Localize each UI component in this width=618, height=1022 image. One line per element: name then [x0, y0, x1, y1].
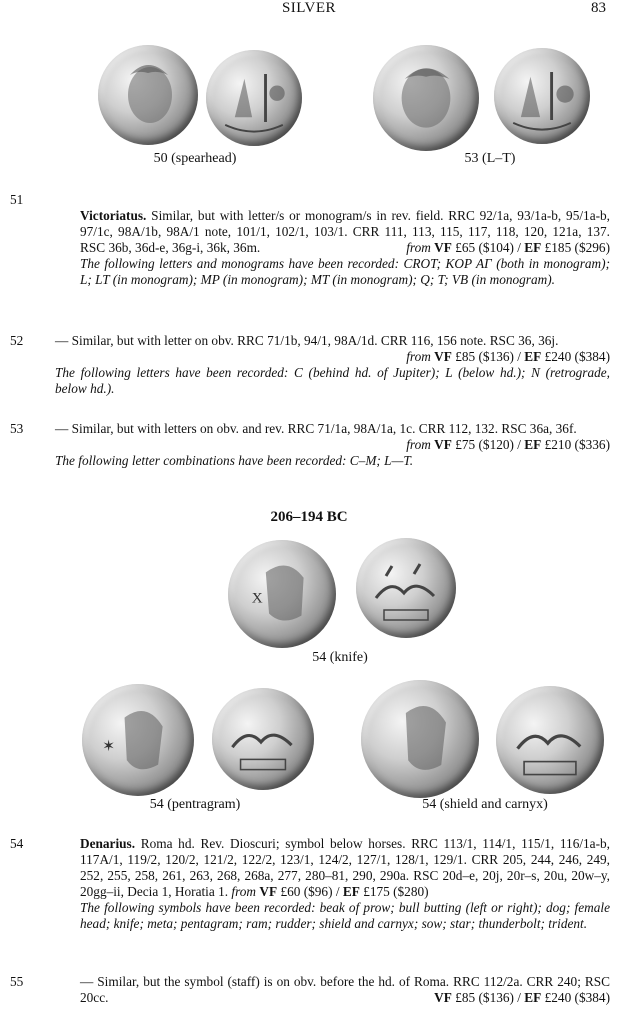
- svg-text:✶: ✶: [102, 738, 116, 756]
- entry-note: The following letters have been recorded: C (behind hd. of Jupiter); L (below hd.); N (retrograde, below hd.).: [55, 365, 610, 396]
- entry-note: The following letter combinations have been recorded: C–M; L—T.: [55, 453, 414, 468]
- price: VF £85 ($136) / EF £240 ($384): [434, 990, 610, 1005]
- entry-text: Roma hd. Rev. Dioscuri; symbol below horses. RRC 113/1, 114/1, 115/1, 116/1a-b, 117A/1, 119/2, 120/2, 121/2, 122/2, 123/1, 124/2, 127/1, 128/1, 129/1. CRR 205, 244, 246, 249, 252, 255, 258, 261, 263, 268, 268a, 277, 280–81, 290, 290a. RSC 20d–e, 20j, 20r–s, 20u, 20w–y, 20gg–ii, Decia 1, Horatia 1.: [80, 836, 610, 899]
- entry-text: — Similar, but the symbol (staff) is on obv. before the hd. of Roma. RRC 112/2a. CRR 240; RSC 20cc.: [80, 974, 610, 1005]
- entry-number: 53: [10, 421, 24, 436]
- coin-54-pentagram-reverse: [212, 688, 314, 790]
- entry-text: — Similar, but with letter on obv. RRC 71/1b, 94/1, 98A/1d. CRR 116, 156 note. RSC 36, 36j.: [55, 333, 559, 348]
- coin-54-shield-obverse: [361, 680, 479, 798]
- coin-53-reverse: [494, 48, 590, 144]
- running-title: SILVER: [281, 0, 337, 16]
- coin-54-knife-obverse: [228, 540, 336, 648]
- price: from VF £60 ($96) / EF £175 ($280): [231, 884, 429, 899]
- entry-number: 55: [10, 974, 24, 989]
- coin-type: Denarius.: [80, 836, 136, 851]
- entry-note: CROT; KOP AΓ (both in monogram); L; LT (in monogram); MP (in monogram); MT (in monogram); Q; T; VB (in monogram).: [80, 256, 610, 287]
- entry-text: — Similar, but with letters on obv. and rev. RRC 71/1a, 98A/1a, 1c. CRR 112, 132. RSC 36a, 36f.: [55, 421, 577, 436]
- section-title: 206–194 BC: [270, 509, 348, 525]
- price: from VF £65 ($104) / EF £185 ($296): [406, 240, 610, 255]
- entry-number: 54: [10, 836, 24, 851]
- coin-54-knife-reverse: [356, 538, 456, 638]
- entry-number: 52: [10, 333, 24, 348]
- coin-type: Victoriatus.: [80, 208, 147, 223]
- caption-54-pentagram: 54 (pentragram): [149, 797, 241, 812]
- caption-50: 50 (spearhead): [153, 151, 237, 166]
- entry-number: 51: [10, 192, 24, 207]
- page-header: [0, 0, 618, 20]
- price: from VF £75 ($120) / EF £210 ($336): [406, 437, 610, 452]
- entry-body: [80, 974, 610, 1006]
- entry-body: [80, 836, 610, 932]
- caption-53: 53 (L–T): [464, 151, 516, 166]
- caption-54-shield: 54 (shield and carnyx): [422, 797, 548, 812]
- coin-54-pentagram-obverse: [82, 684, 194, 796]
- entry-body: [55, 333, 610, 397]
- page-number: 83: [591, 0, 606, 16]
- coin-50-reverse: [206, 50, 302, 146]
- entry-note: The following symbols have been recorded: beak of prow; bull butting (left or right); dog; female head; knife; meta; pentagram; ram; rudder; shield and carnyx; sow; star; thunderbolt; trident.: [80, 900, 610, 931]
- caption-54-knife: 54 (knife): [312, 650, 368, 665]
- price: from VF £85 ($136) / EF £240 ($384): [406, 349, 610, 364]
- coin-50-obverse: [98, 45, 198, 145]
- coin-54-shield-reverse: [496, 686, 604, 794]
- entry-note-intro: The following letters and monograms have been recorded:: [80, 256, 404, 271]
- svg-text:X: X: [251, 590, 263, 607]
- coin-53-obverse: [373, 45, 479, 151]
- entry-text: Similar, but with letter/s or monogram/s in rev. field. RRC 92/1a, 93/1a-b, 95/1a-b, 97/1c, 98A/1b, 98A/1 note, 101/1, 102/1, 103/1. CRR 111, 113, 115, 117, 118, 120, 121a, 137. RSC 36b, 36d-e, 36g-i, 36k, 36m.: [80, 208, 611, 255]
- entry-body: [55, 421, 610, 469]
- entry-body: [80, 208, 610, 288]
